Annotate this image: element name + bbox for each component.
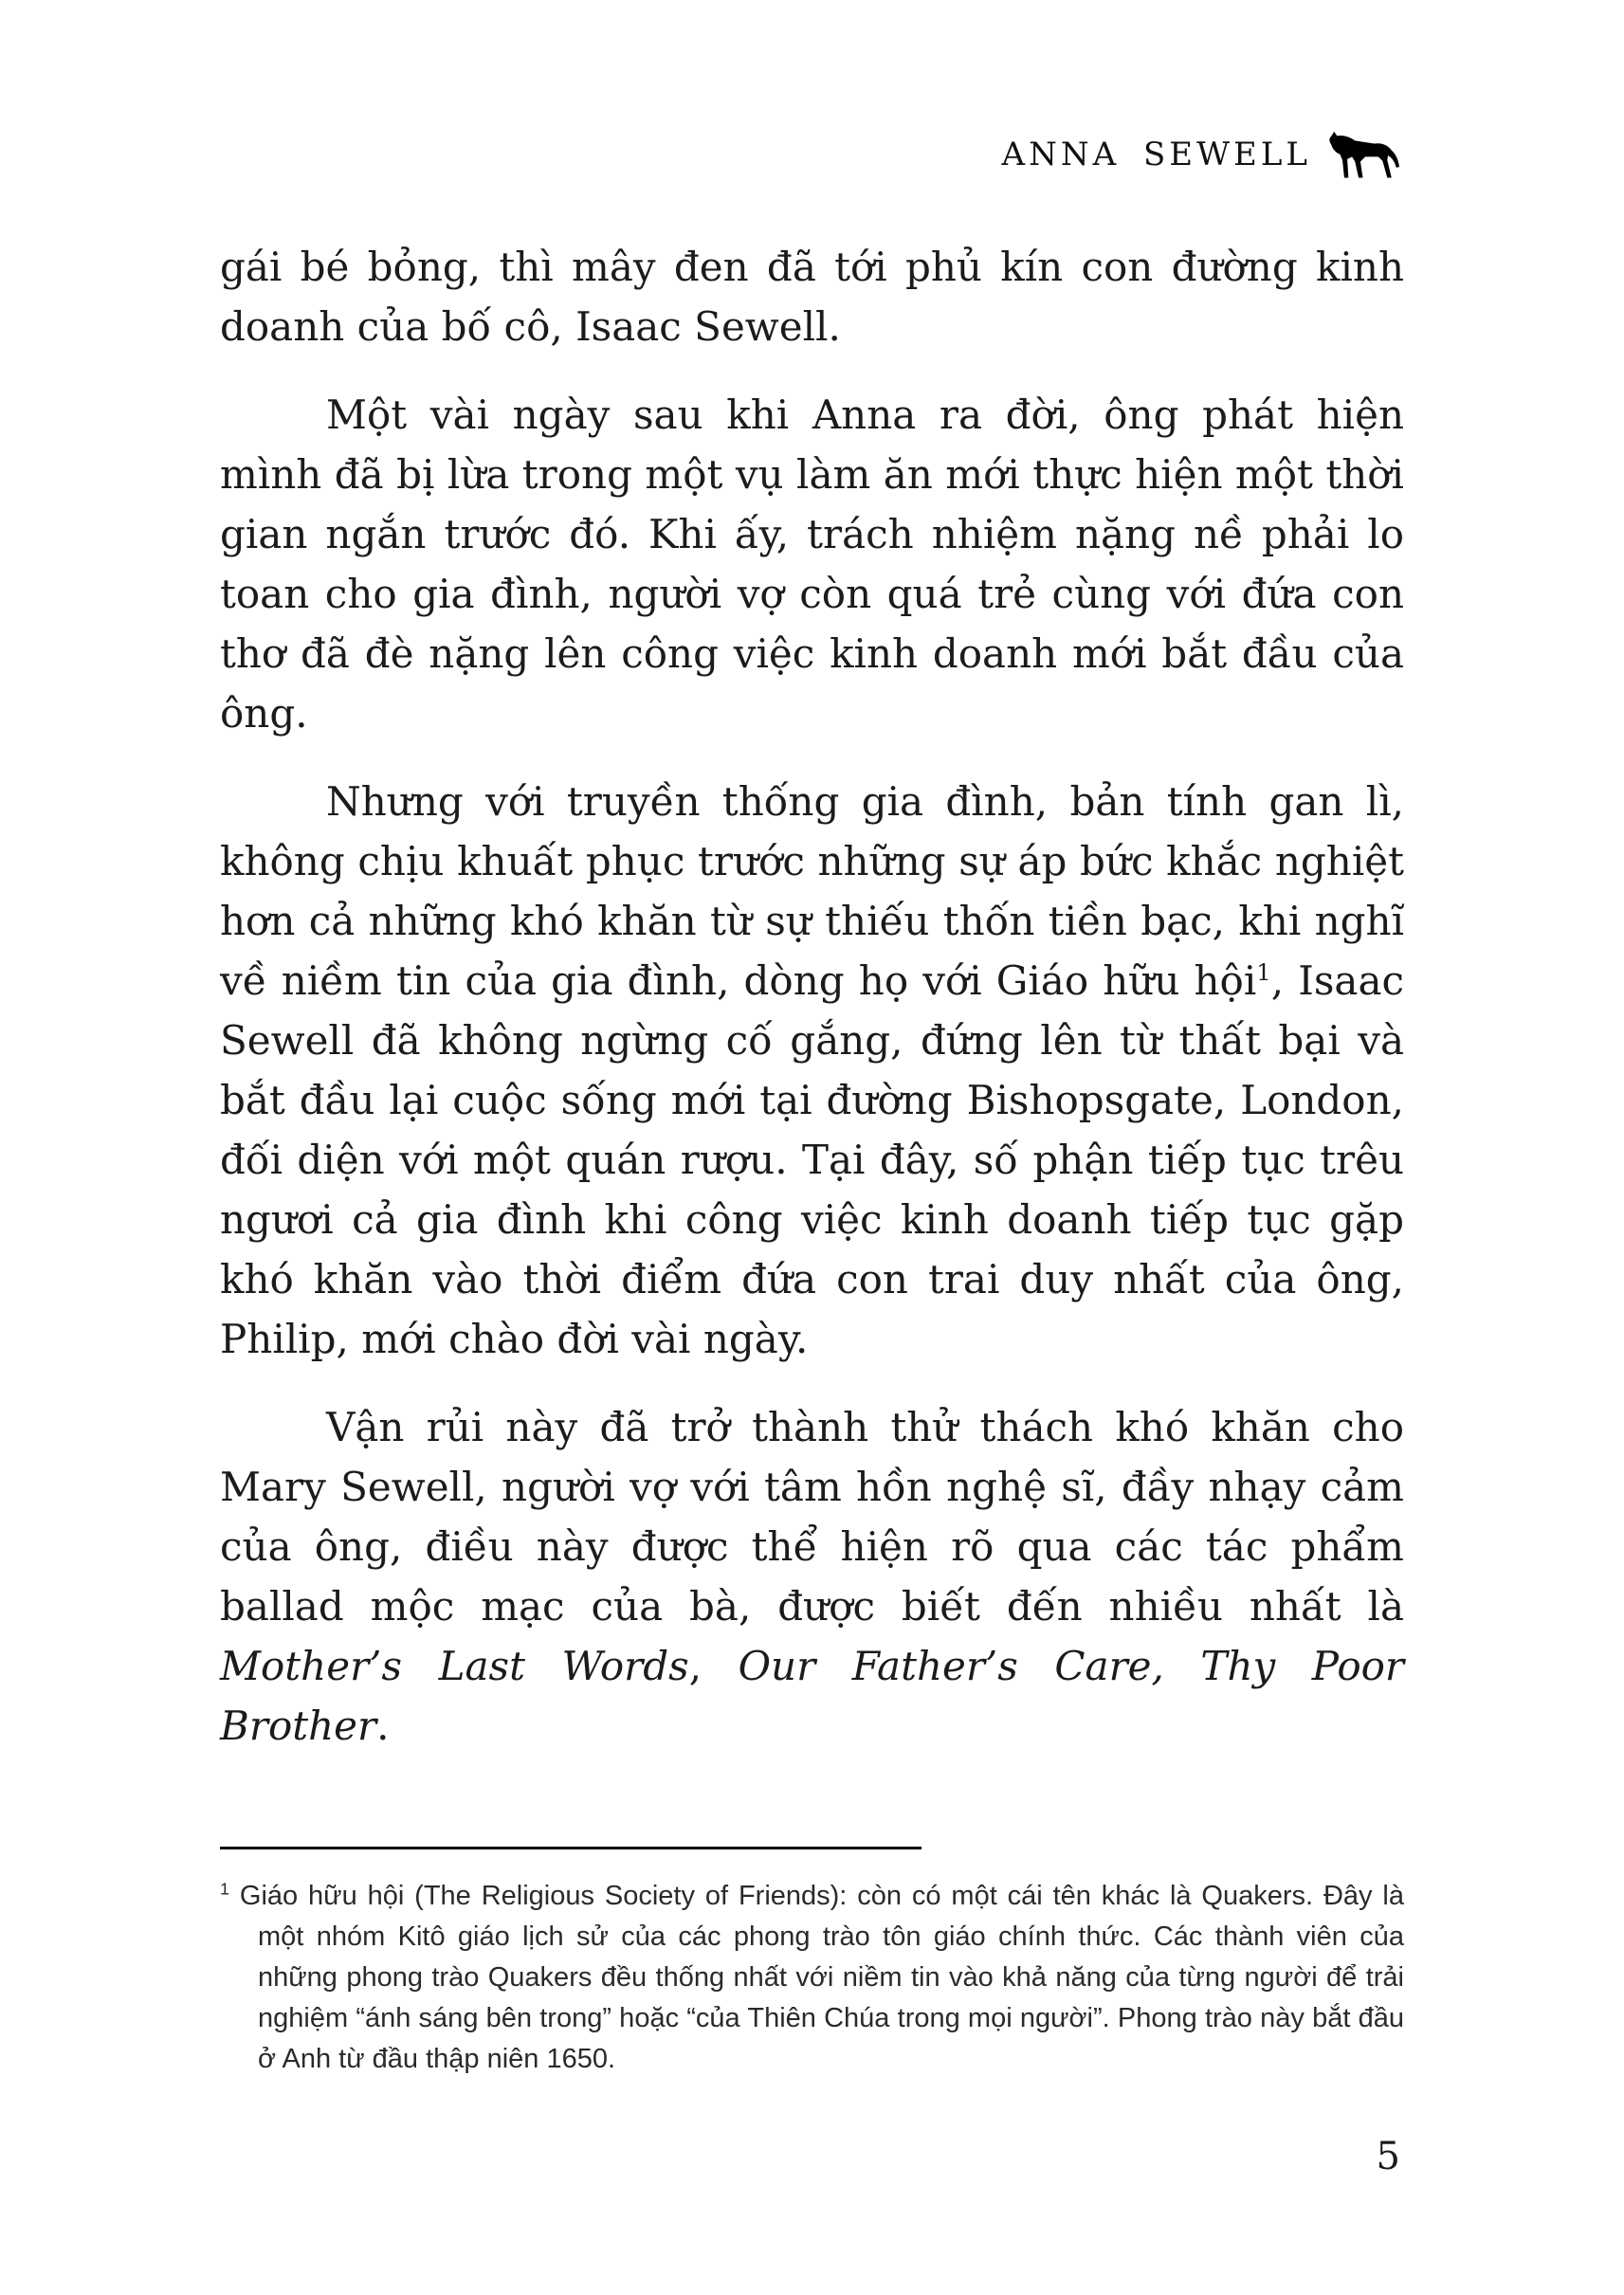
book-title: Our Father’s Care, Thy Poor Brother xyxy=(220,1643,1404,1749)
text-run: . xyxy=(376,1703,390,1749)
footnote-marker: 1 xyxy=(220,1879,229,1899)
footnote-reference: 1 xyxy=(1256,958,1271,986)
paragraph-1 xyxy=(220,237,1404,356)
footnote-separator-rule xyxy=(220,1847,921,1849)
footnote-text: $^1$ Giáo hữu hội (The Religious Society of Friends): còn có một cái tên khác là Quakers. Đây là một nhóm Kitô giáo lịch sử của các phong trào tôn giáo chính thức. Các thành viên của những phong trào Quakers đều thống nhất với niềm tin vào khả năng của từng người để trải nghiệm “ánh sáng bên trong” hoặc “của Thiên Chúa trong mọi người”. Phong trào này bắt đầu ở Anh từ đầu thập niên 1650. xyxy=(220,1879,1404,2074)
page-header xyxy=(220,125,1404,184)
paragraph-4 xyxy=(220,1397,1404,1756)
paragraph-3 xyxy=(220,772,1404,1369)
book-title: Mother’s Last Words xyxy=(220,1643,689,1689)
text-run: Nhưng với truyền thống gia đình, bản tính gan lì, không chịu khuất phục trước những sự áp bức khắc nghiệt hơn cả những khó khăn từ sự thiếu thốn tiền bạc, khi nghĩ về niềm tin của gia đình, dòng họ với Giáo hữu hội xyxy=(220,778,1404,1004)
horse-icon xyxy=(1326,130,1404,180)
footnote-area xyxy=(220,1847,1404,2080)
page-number: 5 xyxy=(1376,2135,1400,2178)
text-run: Một vài ngày sau khi Anna ra đời, ông phát hiện mình đã bị lừa trong một vụ làm ăn mới thực hiện một thời gian ngắn trước đó. Khi ấy, trách nhiệm nặng nề phải lo toan cho gia đình, người vợ còn quá trẻ cùng với đứa con thơ đã đè nặng lên công việc kinh doanh mới bắt đầu của ông. xyxy=(220,392,1404,737)
text-run: , Isaac Sewell đã không ngừng cố gắng, đứng lên từ thất bại và bắt đầu lại cuộc sống mới tại đường Bishopsgate, London, đối diện với một quán rượu. Tại đây, số phận tiếp tục trêu ngươi cả gia đình khi công việc kinh doanh tiếp tục gặp khó khăn vào thời điểm đứa con trai duy nhất của ông, Philip, mới chào đời vài ngày. xyxy=(220,957,1405,1362)
text-run: gái bé bỏng, thì mây đen đã tới phủ kín con đường kinh doanh của bố cô, Isaac Sewell. xyxy=(220,244,1404,350)
paragraph-2 xyxy=(220,385,1404,743)
text-run: , xyxy=(688,1643,739,1689)
running-head-title: ANNA SEWELL xyxy=(1001,136,1311,173)
body-text xyxy=(220,237,1404,1756)
text-run: Vận rủi này đã trở thành thử thách khó khăn cho Mary Sewell, người vợ với tâm hồn nghệ sĩ, đầy nhạy cảm của ông, điều này được thể hiện rõ qua các tác phẩm ballad mộc mạc của bà, được biết đến nhiều nhất là xyxy=(220,1404,1404,1630)
